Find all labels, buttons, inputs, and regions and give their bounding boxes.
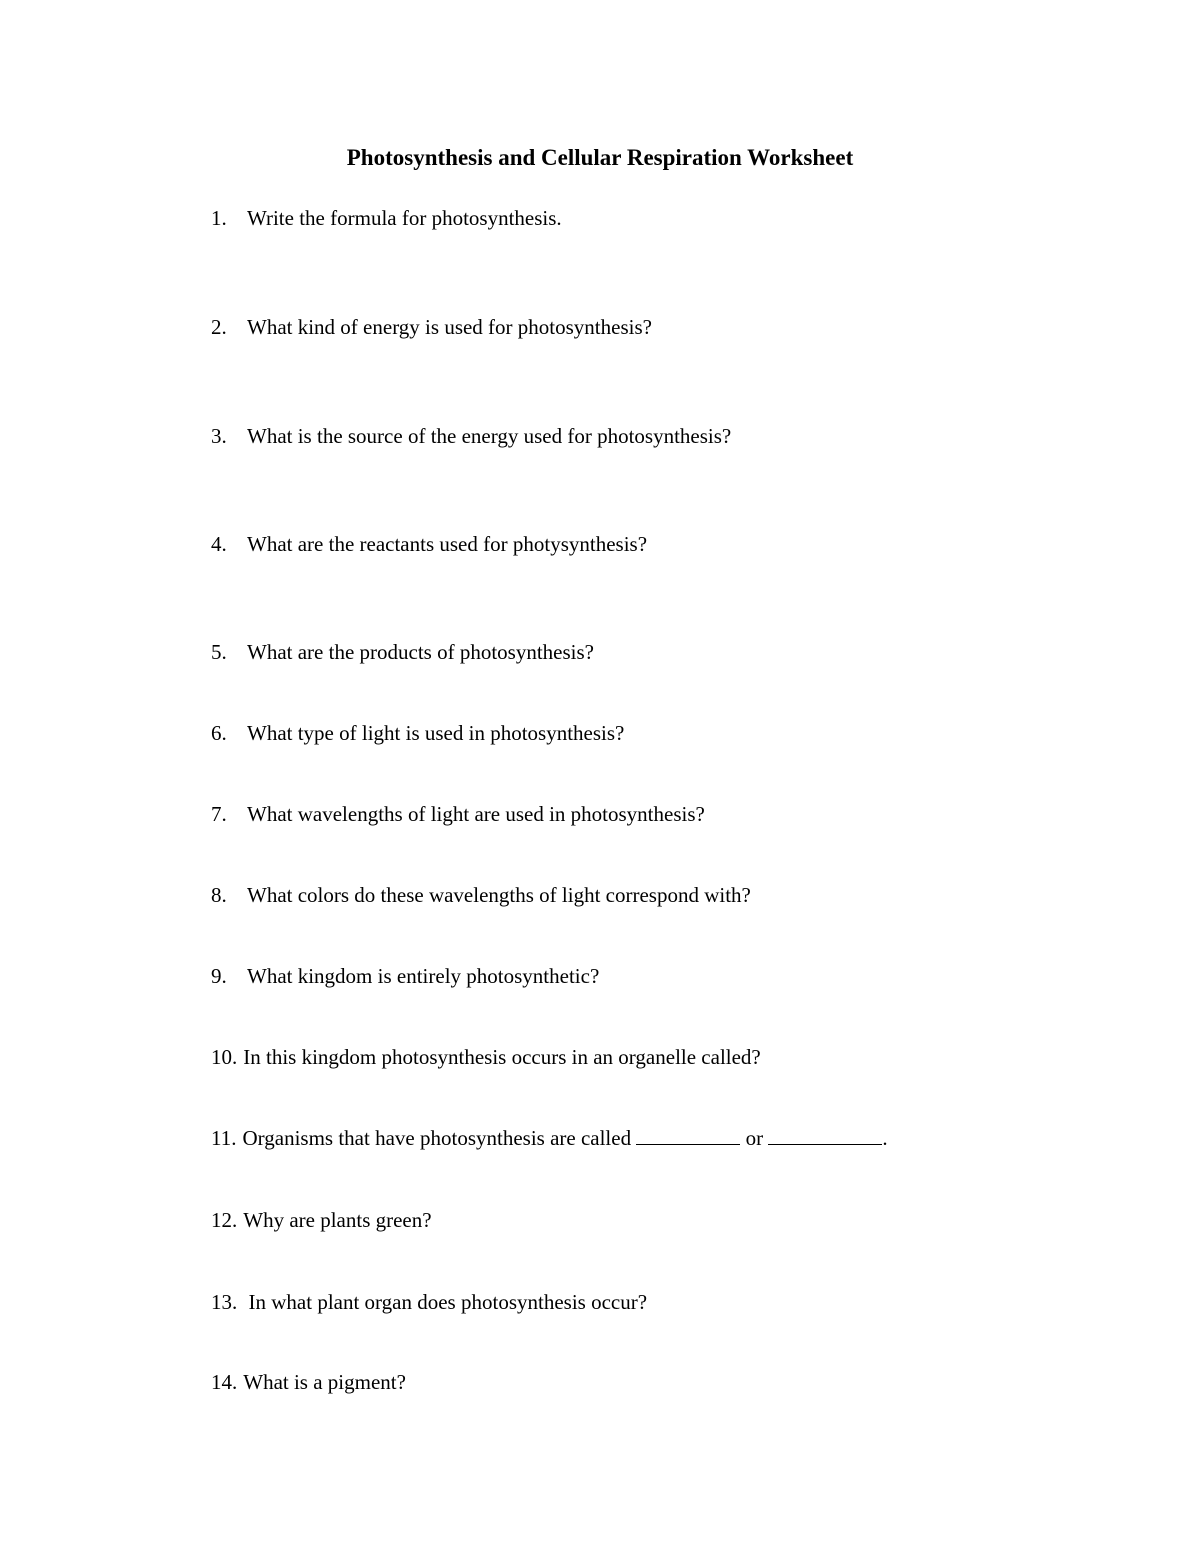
question-number: 5. [211, 640, 227, 664]
question-number: 8. [211, 883, 227, 907]
question-number: 3. [211, 424, 227, 448]
question-3 [211, 422, 731, 450]
question-number: 6. [211, 721, 227, 745]
question-4 [211, 530, 647, 558]
question-6 [211, 719, 624, 747]
question-text: Why are plants green? [243, 1208, 432, 1232]
question-text: What is a pigment? [243, 1370, 406, 1394]
question-text-after: . [882, 1126, 888, 1150]
question-text: What wavelengths of light are used in photosynthesis? [247, 802, 705, 826]
question-number: 10. [211, 1045, 238, 1069]
question-9 [211, 962, 599, 990]
question-text: Write the formula for photosynthesis. [247, 206, 562, 230]
question-number: 13. [211, 1290, 238, 1314]
question-text: What colors do these wavelengths of light correspond with? [247, 883, 751, 907]
question-text: What are the reactants used for photysynthesis? [247, 532, 648, 556]
answer-blank-1[interactable] [636, 1124, 740, 1145]
question-text: What are the products of photosynthesis? [247, 640, 594, 664]
question-5 [211, 638, 594, 666]
question-number: 7. [211, 802, 227, 826]
question-text: What is the source of the energy used for photosynthesis? [247, 424, 732, 448]
question-text: What type of light is used in photosynthesis? [247, 721, 625, 745]
question-number: 11. [211, 1126, 237, 1150]
question-text-before: Organisms that have photosynthesis are called [242, 1126, 632, 1150]
question-14 [211, 1368, 406, 1396]
question-text: In this kingdom photosynthesis occurs in an organelle called? [243, 1045, 761, 1069]
question-text-middle: or [745, 1126, 764, 1150]
question-number: 9. [211, 964, 227, 988]
question-1 [211, 204, 562, 232]
question-number: 1. [211, 206, 227, 230]
page-title: Photosynthesis and Cellular Respiration Worksheet [346, 145, 854, 170]
question-8 [211, 881, 751, 909]
question-text: In what plant organ does photosynthesis occur? [243, 1290, 648, 1314]
question-text: What kingdom is entirely photosynthetic? [247, 964, 600, 988]
question-number: 2. [211, 315, 227, 339]
question-11 [211, 1124, 888, 1152]
question-12 [211, 1206, 432, 1234]
question-7 [211, 800, 705, 828]
question-13 [211, 1288, 647, 1316]
question-10 [211, 1043, 761, 1071]
question-number: 4. [211, 532, 227, 556]
question-number: 14. [211, 1370, 238, 1394]
question-2 [211, 313, 652, 341]
answer-blank-2[interactable] [768, 1124, 882, 1145]
question-text: What kind of energy is used for photosynthesis? [247, 315, 652, 339]
question-number: 12. [211, 1208, 238, 1232]
